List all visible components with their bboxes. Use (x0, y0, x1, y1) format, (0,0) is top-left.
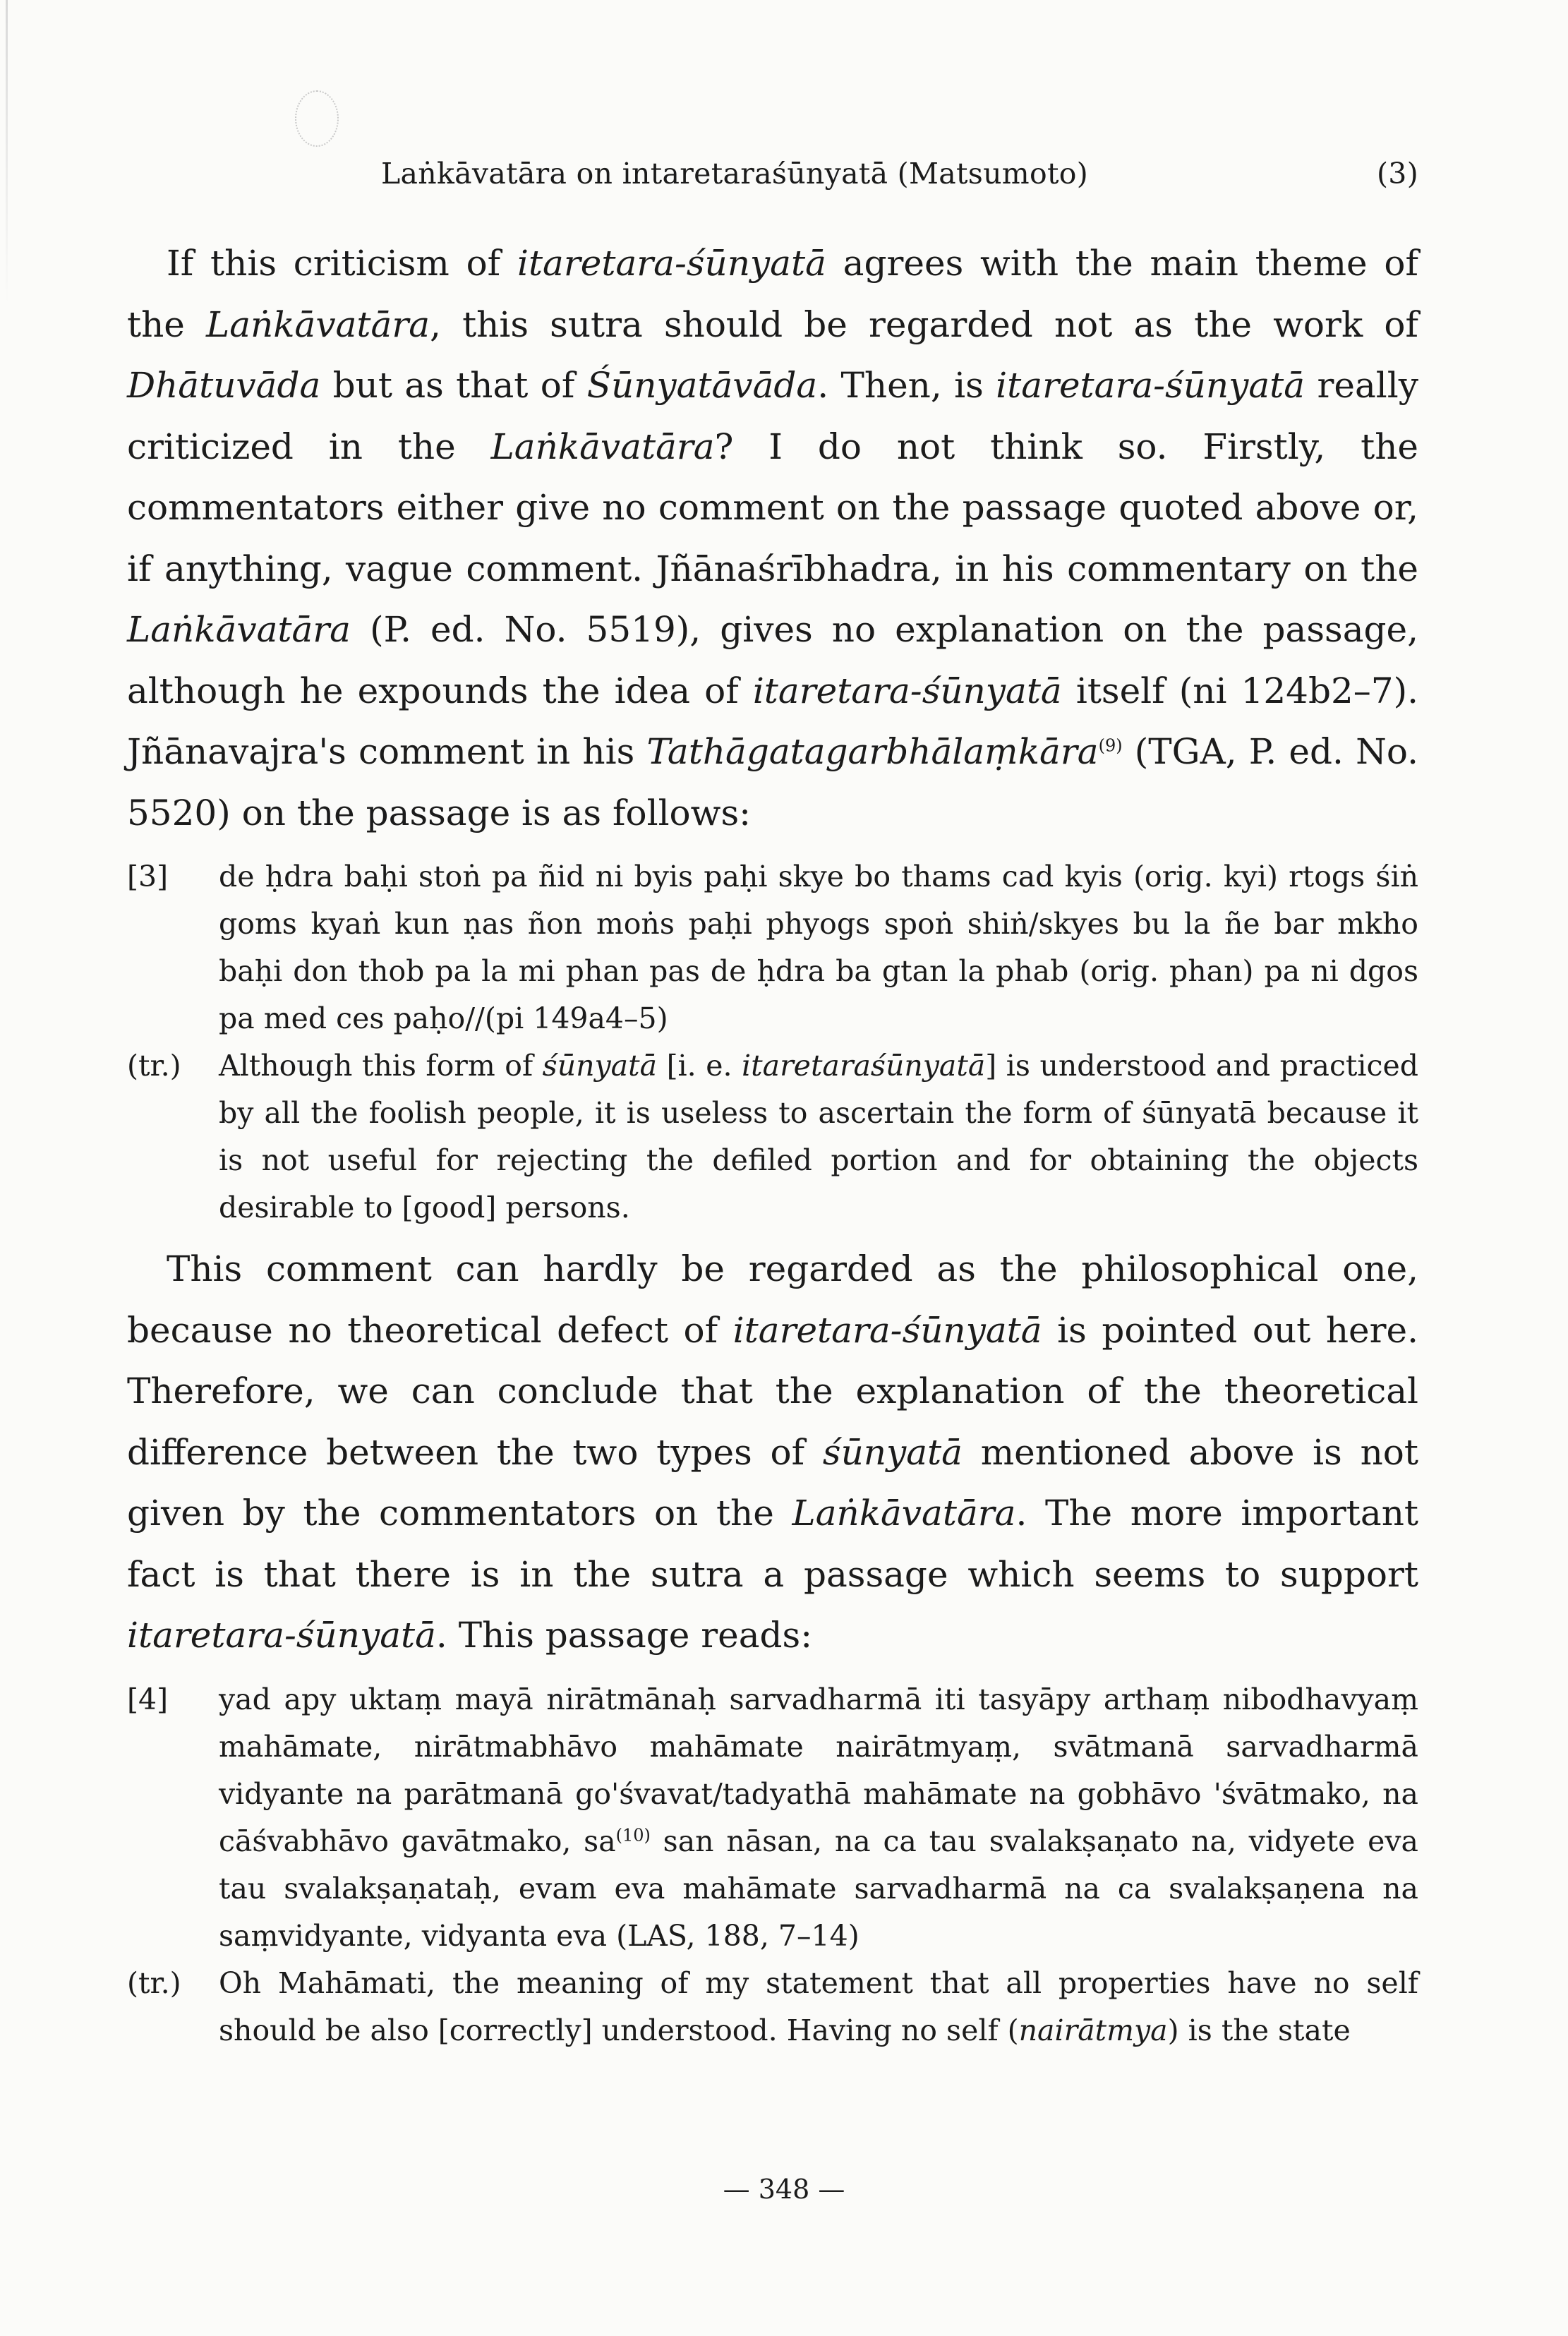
translation-text (219, 1042, 1418, 1232)
italic-term: śūnyatā (822, 1431, 963, 1473)
text-run: mentioned above is not given by the commentators on the (127, 1431, 1418, 1534)
text-run: yad apy uktaṃ mayā nirātmānaḥ sarvadharmā iti tasyāpy arthaṃ nibodhavyaṃ mahāmate, nirātmabhāvo mahāmate nairātmyaṃ, svātmanā sarvadharmā vidyante na parātmanā go'śvavat/tadyathā mahāmate na gobhāvo 'śvātmako, na cāśvabhāvo gavātmako, sa (219, 1682, 1418, 1858)
text-run: ] is understood and practiced by all the foolish people, it is useless to ascertain the form of śūnyatā because it is not useful for rejecting the defiled portion and for obtaining the objects desirable to [good] persons. (219, 1049, 1418, 1224)
italic-term: Laṅkāvatāra (792, 1493, 1016, 1534)
italic-term: itaretara-śūnyatā (752, 670, 1062, 711)
tibetan-quote: de ḥdra baḥi stoṅ pa ñid ni byis paḥi skye bo thams cad kyis (orig. kyi) rtogs śiṅ goms kyaṅ kun ṇas ñon moṅs paḥi phyogs spoṅ shiṅ/skyes bu la ñe bar mkho baḥi don thob pa la mi phan pas de ḥdra ba gtan la phab (orig. phan) pa ni dgos pa med ces paḥo//(pi 149a4–5) (219, 860, 1418, 1035)
text-run: really criticized in the (127, 365, 1419, 467)
italic-term: Dhātuvāda (127, 365, 321, 406)
running-header (381, 157, 1418, 191)
italic-term: śūnyatā (542, 1049, 658, 1083)
page-footer (0, 2174, 1568, 2205)
text-run: . Then, is (817, 365, 996, 406)
ink-blot-mark (295, 90, 339, 147)
italic-term: Tathāgatagarbhālaṃkāra (646, 731, 1099, 772)
italic-term: itaretaraśūnyatā (742, 1049, 986, 1083)
running-title: Laṅkāvatāra on intaretaraśūnyatā (Matsumoto) (381, 157, 1089, 191)
text-run: ) is the state (1167, 2013, 1351, 2047)
text-run: san nāsan, na ca tau svalakṣaṇato na, vidyete eva tau svalakṣaṇataḥ, evam eva mahāmate sarvadharmā na ca svalakṣaṇena na saṃvidyante, vidyanta eva (LAS, 188, 7–14) (219, 1824, 1418, 1953)
sanskrit-quote (219, 1676, 1418, 1960)
footnote-ref: (10) (615, 1824, 651, 1845)
text-run: but as that of (320, 365, 587, 406)
italic-term: Laṅkāvatāra (206, 303, 430, 345)
quote-entry-3 (127, 853, 1418, 1042)
italic-term: Laṅkāvatāra (127, 609, 351, 650)
text-run: (P. ed. No. 5519), gives no explanation on the passage, although he expounds the idea of (127, 609, 1418, 711)
italic-term: Laṅkāvatāra (490, 426, 715, 467)
text-run: (TGA, P. ed. No. 5520) on the passage is as follows: (127, 731, 1418, 833)
text-run: , this sutra should be regarded not as the work of (430, 303, 1418, 345)
italic-term: nairātmya (1018, 2013, 1168, 2047)
quote-label: [4] (127, 1682, 169, 1716)
text-run: is pointed out here. Therefore, we can conclude that the explanation of the theoretical difference between the two types of (127, 1309, 1418, 1473)
quote-entry-4 (127, 1676, 1418, 1960)
paragraph-1 (127, 233, 1418, 843)
quote-label: [3] (127, 860, 169, 893)
translation-text (219, 1960, 1418, 2054)
text-run: Oh Mahāmati, the meaning of my statement that all properties have no self should be also [correctly] understood. Having no self ( (219, 1965, 1418, 2047)
text-run: Although this form of (219, 1049, 543, 1083)
quotation-block-3 (127, 853, 1418, 1232)
footnote-ref: (9) (1098, 735, 1123, 756)
translation-entry-4 (127, 1960, 1418, 2054)
italic-term: Śūnyatāvāda (586, 365, 818, 406)
text-run: agrees with the main theme of the (127, 243, 1418, 345)
text-run: . The more important fact is that there is in the sutra a passage which seems to support (127, 1493, 1418, 1595)
text-run: . This passage reads: (435, 1615, 813, 1656)
italic-term: itaretara-śūnyatā (517, 243, 826, 284)
page-marker: (3) (1377, 157, 1418, 191)
page-number: — 348 — (723, 2174, 845, 2205)
text-run: itself (ni 124b2–7). Jñānavajra's comment in his (127, 670, 1418, 772)
italic-term: itaretara-śūnyatā (996, 365, 1305, 406)
body-content (127, 233, 1418, 2061)
translation-label: (tr.) (127, 1049, 181, 1083)
italic-term: itaretara-śūnyatā (127, 1615, 436, 1656)
paragraph-2 (127, 1239, 1418, 1666)
italic-term: itaretara-śūnyatā (732, 1309, 1042, 1351)
translation-entry-3 (127, 1042, 1418, 1232)
text-run: ? I do not think so. Firstly, the commentators either give no comment on the passage quoted above or, if anything, vague comment. Jñānaśrībhadra, in his commentary on the (127, 426, 1418, 589)
quotation-block-4 (127, 1676, 1418, 2054)
text-run: If this criticism of (167, 243, 517, 284)
text-run: [i. e. (657, 1049, 742, 1083)
translation-label: (tr.) (127, 1965, 181, 2000)
scan-edge-shadow (6, 0, 8, 303)
text-run: This comment can hardly be regarded as the philosophical one, because no theoretical defect of (127, 1248, 1418, 1351)
